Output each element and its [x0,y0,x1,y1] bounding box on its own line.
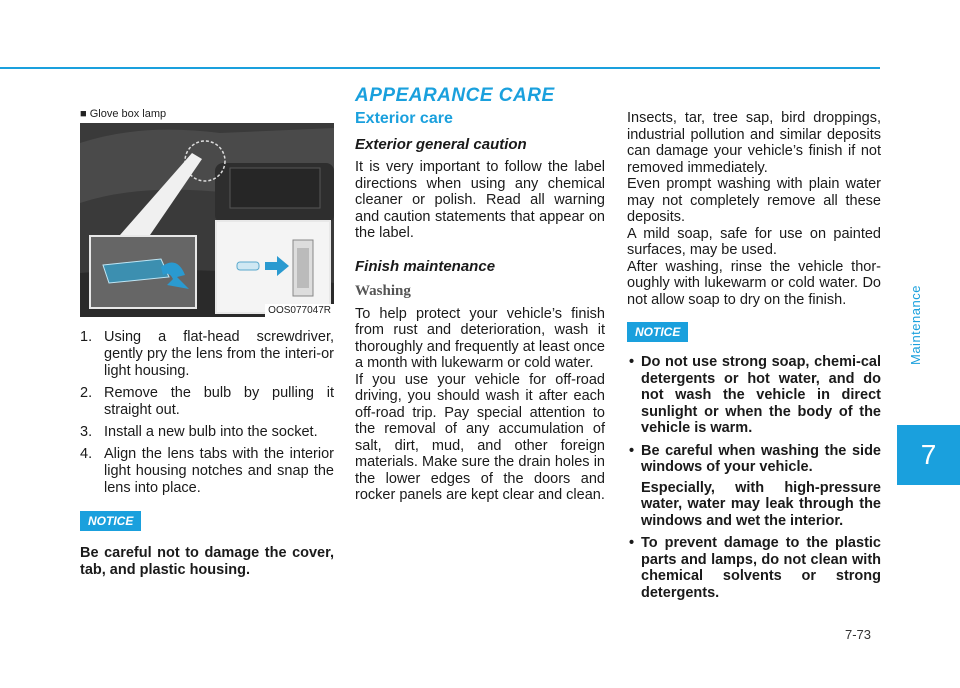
bullet-subtext: Especially, with high-pressure water, water may leak through the windows and wet the interior. [641,479,881,529]
washing-paragraph: To help protect your vehicle’s finish from rust and deterioration, wash it thoroughly and frequently at least once a month with lukewarm or cold water. [355,305,605,371]
notice-bullets [627,354,881,601]
figure-code: OOS077047R [265,304,334,317]
mild-soap-paragraph: A mild soap, safe for use on painted surfaces, may be used. [627,225,881,258]
header-rule [0,67,880,69]
list-item: 4. Align the lens tabs with the interior light housing notches and snap the lens into place. [80,446,334,496]
list-item: • Do not use strong soap, chemi-cal detergents or hot water, and do not wash the vehicle in direct sunlight or when the body of the vehicle is warm. [629,354,881,436]
list-item: 2. Remove the bulb by pulling it straight out. [80,385,334,418]
notice-text: Be careful not to damage the cover, tab, and plastic housing. [80,545,334,578]
deposits-paragraph: Insects, tar, tree sap, bird droppings, industrial pollution and similar deposits can damage your vehicle’s finish if not removed immediately. [627,110,881,176]
section-header: APPEARANCE CARE [355,85,555,106]
general-caution-text: It is very important to follow the label directions when using any chemical cleaner or polish. Read all warning and caution statements that appear on the label. [355,159,605,241]
chapter-number: 7 [897,425,960,485]
list-item: 1. Using a flat-head screwdriver, gently pry the lens from the interi-or light housing. [80,329,334,379]
general-caution-heading: Exterior general caution [355,136,527,153]
washing-heading: Washing [355,282,411,299]
glove-box-lamp-figure [80,123,334,317]
bulb-replacement-steps [80,329,334,497]
exterior-care-heading: Exterior care [355,110,453,127]
column-left [80,108,334,579]
lens-removal-inset [89,235,197,309]
figure-caption: ■ Glove box lamp [80,108,167,120]
rinse-paragraph: After washing, rinse the vehicle thor-oughly with lukewarm or cold water. Do not allow soap to dry on the finish. [627,258,881,308]
column-right [627,110,881,607]
notice-badge: NOTICE [627,322,688,342]
side-tab-label: Maintenance [908,285,923,365]
column-middle [355,110,605,504]
notice-badge: NOTICE [80,511,141,531]
page-number: 7-73 [845,627,872,642]
list-item: 3. Install a new bulb into the socket. [80,424,318,440]
list-item: • To prevent damage to the plastic parts and lamps, do not clean with chemical solvents or strong detergents. [629,535,881,601]
finish-maintenance-heading: Finish maintenance [355,257,496,275]
plain-water-paragraph: Even prompt washing with plain water may not completely remove all these deposits. [627,176,881,225]
offroad-paragraph: If you use your vehicle for off-road driving, you should wash it after each off-road trip. Pay special attention to the removal of any accumulation of salt, dirt, mud, and other foreign materials. Make sure the drain holes in the lower edges of the doors and rocker panels are kept clear and clean. [355,371,605,503]
list-item: • Be careful when washing the side windows of your vehicle. Especially, with high-pressure water, water may leak through the windows and wet the interior. [629,442,881,529]
bulb-replacement-inset [215,220,331,314]
